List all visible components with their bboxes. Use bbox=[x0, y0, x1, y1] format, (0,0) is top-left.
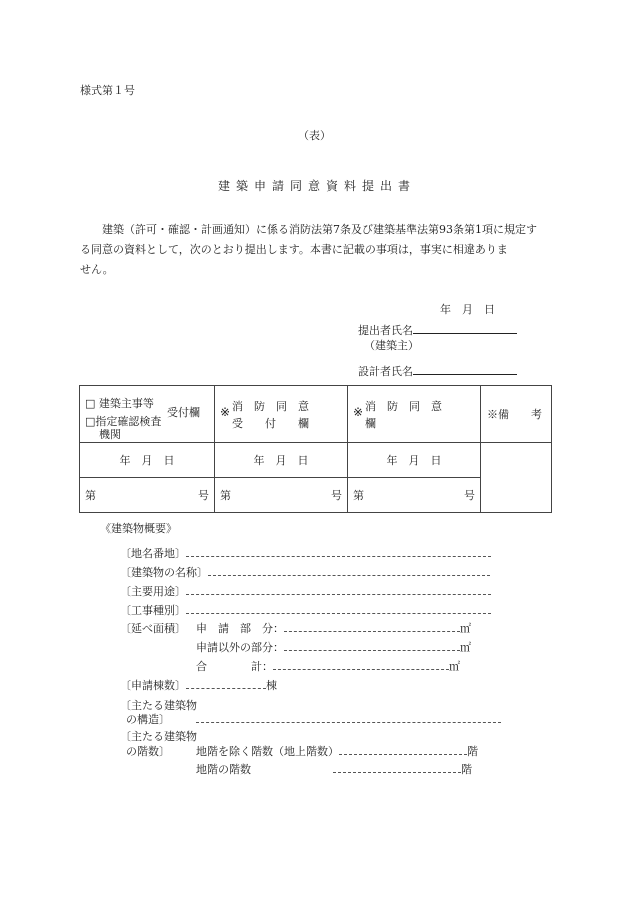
bldg-unit: 棟 bbox=[266, 679, 277, 692]
number-suffix: 号 bbox=[198, 489, 209, 502]
remarks-cell[interactable] bbox=[481, 443, 552, 513]
floors-label-2: の階数〕 bbox=[126, 745, 170, 758]
number-suffix: 号 bbox=[464, 489, 475, 502]
floor-area-label: 〔延べ面積〕 bbox=[120, 622, 186, 635]
area-total-line[interactable] bbox=[273, 658, 449, 670]
floors-below-line[interactable] bbox=[333, 761, 461, 773]
bldg-count-line[interactable] bbox=[186, 677, 266, 689]
area-total-label: 合 計： bbox=[196, 660, 273, 673]
floors-below-label: 地階の階数 bbox=[196, 763, 251, 776]
structure-label-2: の構造〕 bbox=[126, 713, 170, 726]
floors-above-label: 地階を除く階数（地上階数） bbox=[196, 745, 339, 758]
floors-label-1: 〔主たる建築物 bbox=[120, 730, 197, 743]
submitter-sub-label: （建築主） bbox=[364, 339, 419, 352]
structure-field[interactable] bbox=[196, 711, 501, 726]
declaration-line-2: る同意の資料として，次のとおり提出します。本書に記載の事項は，事実に相違ありま bbox=[80, 243, 508, 256]
fire-consent-header bbox=[348, 386, 481, 443]
fire-consent-line1: 消 防 同 意 bbox=[365, 400, 442, 413]
area-unit: ㎡ bbox=[460, 641, 471, 654]
area-unit: ㎡ bbox=[449, 660, 460, 673]
number-prefix: 第 bbox=[85, 489, 96, 502]
structure-line[interactable] bbox=[196, 711, 501, 723]
number-suffix: 号 bbox=[331, 489, 342, 502]
authority-reception-label: 受付欄 bbox=[167, 406, 200, 419]
authority-check-2[interactable]: □指定確認検査 bbox=[85, 415, 162, 428]
site-label: 〔地名番地〕 bbox=[120, 547, 186, 560]
floor-unit: 階 bbox=[461, 763, 472, 776]
declaration-line-3: せん。 bbox=[80, 263, 114, 276]
work-line[interactable] bbox=[186, 602, 491, 614]
designer-name-field[interactable] bbox=[358, 363, 517, 379]
submitter-name-line[interactable] bbox=[413, 322, 517, 334]
fire-reception-number[interactable] bbox=[215, 478, 348, 513]
area-other-field[interactable] bbox=[196, 639, 471, 655]
use-line[interactable] bbox=[186, 583, 491, 595]
area-apply-field[interactable] bbox=[196, 620, 471, 636]
designer-name-line[interactable] bbox=[413, 363, 517, 375]
site-field[interactable] bbox=[120, 545, 491, 561]
note-mark: ※ bbox=[353, 405, 364, 419]
overview-title: 《建築物概要》 bbox=[100, 522, 177, 535]
floor-unit: 階 bbox=[467, 745, 478, 758]
designer-label: 設計者氏名 bbox=[358, 365, 413, 378]
submitter-label: 提出者氏名 bbox=[358, 324, 413, 337]
work-label: 〔工事種別〕 bbox=[120, 604, 186, 617]
authority-number[interactable] bbox=[80, 478, 215, 513]
authority-date[interactable]: 年 月 日 bbox=[80, 443, 215, 478]
authority-check-1[interactable]: □ 建築主事等 bbox=[85, 397, 154, 410]
fire-consent-reception-header bbox=[215, 386, 348, 443]
fire-consent-line2: 受 付 欄 bbox=[232, 417, 309, 430]
floors-above-field[interactable] bbox=[196, 743, 478, 759]
fire-consent-line2: 欄 bbox=[365, 417, 376, 430]
declaration-text bbox=[80, 220, 550, 280]
bldg-count-field[interactable] bbox=[120, 677, 277, 693]
area-total-field[interactable] bbox=[196, 658, 460, 674]
submitter-name-field[interactable] bbox=[358, 322, 517, 338]
fire-consent-number[interactable] bbox=[348, 478, 481, 513]
authority-check-2-cont: 機関 bbox=[99, 428, 121, 441]
use-field[interactable] bbox=[120, 583, 491, 599]
note-mark: ※ bbox=[220, 405, 231, 419]
declaration-line-1: 建築（許可・確認・計画通知）に係る消防法第7条及び建築基準法第93条第1項に規定す bbox=[102, 223, 537, 236]
area-other-line[interactable] bbox=[284, 639, 460, 651]
floors-above-line[interactable] bbox=[339, 743, 467, 755]
site-line[interactable] bbox=[186, 545, 491, 557]
side-label: （表） bbox=[298, 129, 331, 142]
fire-reception-date[interactable]: 年 月 日 bbox=[215, 443, 348, 478]
fire-consent-date[interactable]: 年 月 日 bbox=[348, 443, 481, 478]
submission-date: 年 月 日 bbox=[440, 303, 495, 316]
name-field[interactable] bbox=[120, 564, 490, 580]
number-prefix: 第 bbox=[220, 489, 231, 502]
area-apply-line[interactable] bbox=[284, 620, 460, 632]
name-line[interactable] bbox=[208, 564, 490, 576]
document-title: 建築申請同意資料提出書 bbox=[218, 179, 417, 193]
use-label: 〔主要用途〕 bbox=[120, 585, 186, 598]
number-prefix: 第 bbox=[353, 489, 364, 502]
reception-authority-cell bbox=[80, 386, 215, 443]
name-label: 〔建築物の名称〕 bbox=[120, 566, 208, 579]
area-apply-label: 申 請 部 分： bbox=[196, 622, 284, 635]
reception-table bbox=[79, 385, 552, 513]
form-number: 様式第１号 bbox=[80, 84, 135, 97]
floors-below-field[interactable] bbox=[196, 761, 472, 777]
area-other-label: 申請以外の部分： bbox=[196, 641, 284, 654]
work-field[interactable] bbox=[120, 602, 491, 618]
structure-label-1: 〔主たる建築物 bbox=[120, 699, 197, 712]
remarks-header: ※備 考 bbox=[481, 386, 552, 443]
fire-consent-line1: 消 防 同 意 bbox=[232, 400, 309, 413]
area-unit: ㎡ bbox=[460, 622, 471, 635]
bldg-count-label: 〔申請棟数〕 bbox=[120, 679, 186, 692]
